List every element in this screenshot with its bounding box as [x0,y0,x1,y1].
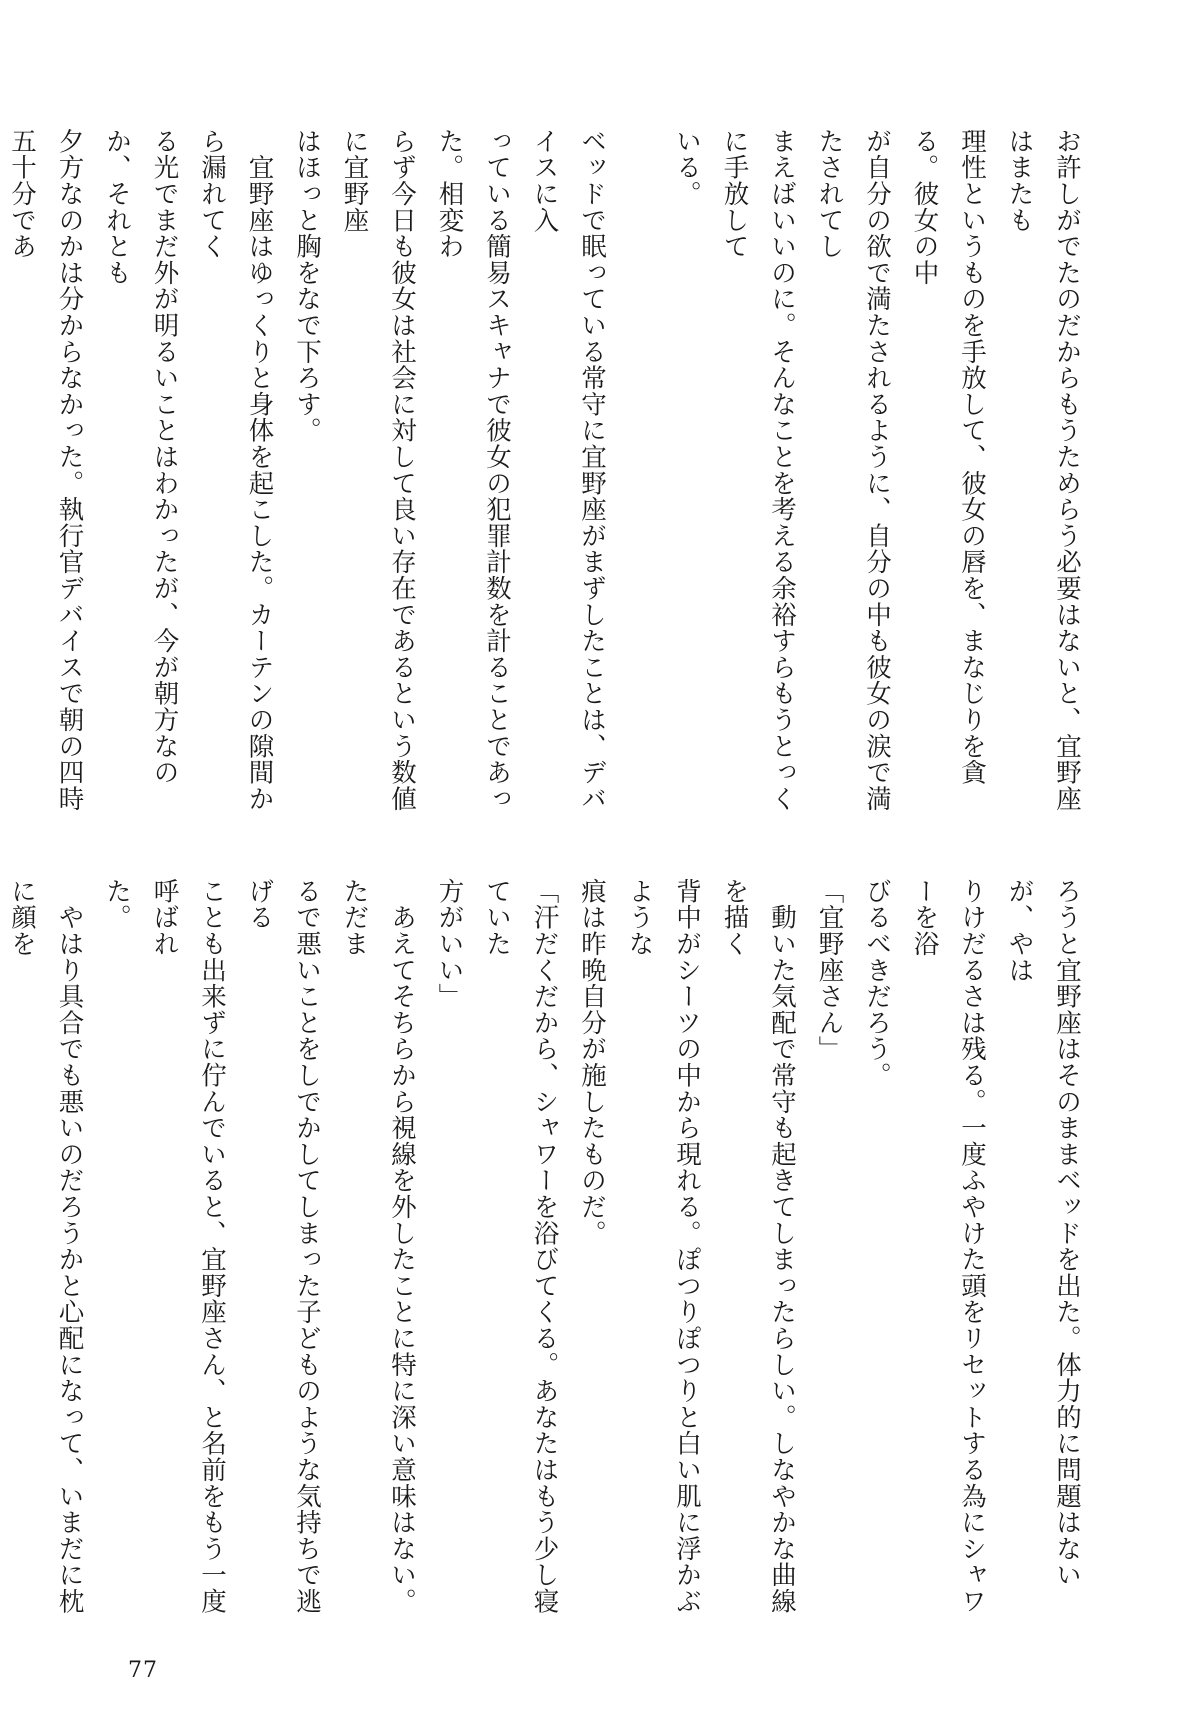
top-line: いる。 [672,128,702,207]
text-block-upper [7,128,1090,828]
bottom-line: 「宜野座さん」 [814,878,845,1063]
bottom-line: ろうと宜野座はそのままベッドを出た。体力的に問題はないが、やは [1004,878,1082,1589]
top-line: ベッドで眠っている常守に宜野座がまずしたことは、デバイスに入 [529,128,607,812]
bottom-line: 動いた気配で常守も起きてしまったらしい。しなやかな曲線を描く [719,878,797,1615]
top-line: が自分の欲で満たされるように、自分の中も彼女の涙で満たされてし [814,128,892,812]
bottom-line: びるべきだろう。 [862,878,892,1089]
bottom-line: ことも出来ずに佇んでいると、宜野座さん、と名前をもう一度呼ばれ [149,878,227,1615]
top-line [615,128,663,828]
top-line: 宜野座はゆっくりと身体を起こした。カーテンの隙間から漏れてく [197,128,275,812]
top-line: る光でまだ外が明るいことはわかったが、今が朝方なのか、それとも [102,128,180,786]
bottom-line: 方がいい」 [434,878,465,1010]
bottom-line: 痕は昨晩自分が施したものだ。 [577,878,607,1247]
top-line: まえばいいのに。そんなことを考える余裕すらもうとっくに手放して [719,128,797,812]
top-line: 夕方なのかは分からなかった。執行官デバイスで朝の四時五十分であ [7,128,85,812]
bottom-line: 背中がシーツの中から現れる。ぽつりぽつりと白い肌に浮かぶような [624,878,702,1615]
top-line: らず今日も彼女は社会に対して良い存在であるという数値に宜野座 [339,128,417,812]
top-line: っている簡易スキャナで彼女の犯罪計数を計ることであった。相変わ [434,128,512,812]
bottom-line: 「汗だくだから、シャワーを浴びてくる。あなたはもう少し寝ていた [482,878,560,1615]
text-block-lower [7,878,1090,1618]
bottom-line: やはり具合でも悪いのだろうかと心配になって、いまだに枕に顔を [7,878,85,1615]
top-line: お許しがでたのだからもうためらう必要はないと、宜野座はまたも [1004,128,1082,812]
top-line: はほっと胸をなで下ろす。 [292,128,322,444]
bottom-line: るで悪いことをしでかしてしまった子どものような気持ちで逃げる [244,878,322,1615]
bottom-line: あえてそちらから視線を外したことに特に深い意味はない。ただま [339,878,417,1615]
page-number: 77 [128,1658,158,1683]
bottom-line: た。 [102,878,132,931]
bottom-line: りけだるさは残る。一度ふやけた頭をリセットする為にシャワーを浴 [909,878,987,1615]
top-line: 理性というものを手放して、彼女の唇を、まなじりを貪る。彼女の中 [909,128,987,786]
